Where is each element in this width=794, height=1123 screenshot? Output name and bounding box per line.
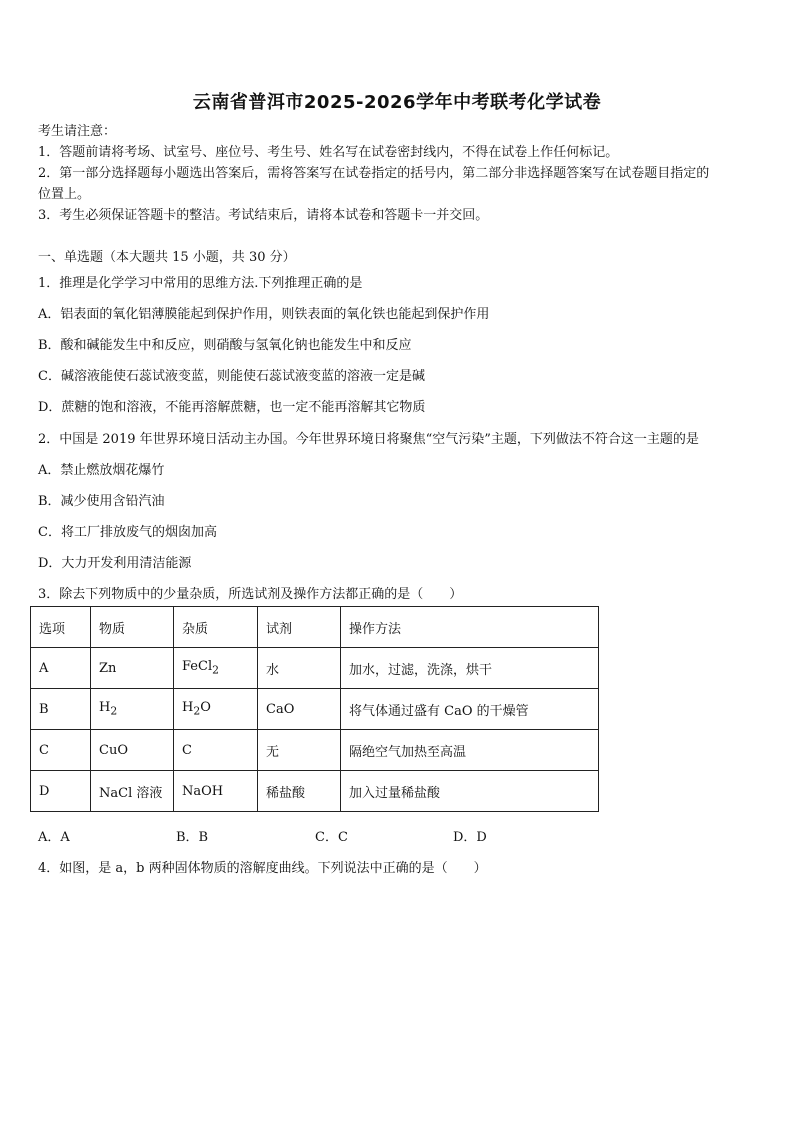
table-cell-reagent: 稀盐酸 [258, 771, 341, 812]
notice-heading: 考生请注意： [38, 124, 117, 139]
q3-table [30, 606, 599, 812]
formula-base: H [182, 700, 194, 716]
table-cell-option: D [31, 771, 91, 812]
table-cell-substance: NaCl 溶液 [91, 771, 174, 812]
table-cell-reagent: 无 [258, 730, 341, 771]
q3-answer-b: B．B [176, 830, 209, 845]
q3-answer-c: C．C [315, 830, 348, 845]
q2-option-c: C．将工厂排放废气的烟囱加高 [38, 525, 217, 540]
notice-item-2: 2．第一部分选择题每小题选出答案后，需将答案写在试卷指定的括号内，第二部分非选择题答案写在试卷题目指定的 [38, 166, 710, 181]
formula-tail: O [200, 700, 211, 716]
table-cell-method: 隔绝空气加热至高温 [341, 730, 599, 771]
table-cell-substance: Zn [91, 648, 174, 689]
table-cell-impurity [174, 648, 258, 689]
page-title: 云南省普洱市2025-2026学年中考联考化学试卷 [192, 92, 602, 113]
q1-stem: 1．推理是化学学习中常用的思维方法.下列推理正确的是 [38, 276, 363, 291]
table-cell-option: B [31, 689, 91, 730]
notice-item-2-cont: 位置上。 [38, 187, 91, 202]
formula-base: FeCl [182, 659, 213, 675]
q3-answer-a: A．A [38, 830, 70, 845]
q2-stem: 2．中国是 2019 年世界环境日活动主办国。今年世界环境日将聚焦“空气污染”主题，下列做法不符合这一主题的是 [38, 432, 699, 447]
formula-subscript: 2 [193, 704, 201, 718]
q1-option-d: D．蔗糖的饱和溶液，不能再溶解蔗糖，也一定不能再溶解其它物质 [38, 400, 426, 415]
table-header-cell: 选项 [31, 607, 91, 648]
table-header-cell: 物质 [91, 607, 174, 648]
table-cell-method: 加水，过滤，洗涤，烘干 [341, 648, 599, 689]
notice-item-3: 3．考生必须保证答题卡的整洁。考试结束后，请将本试卷和答题卡一并交回。 [38, 208, 489, 223]
table-cell-impurity: NaOH [174, 771, 258, 812]
table-row [31, 771, 599, 812]
table-cell-method: 将气体通过盛有 CaO 的干燥管 [341, 689, 599, 730]
formula-subscript: 2 [110, 704, 118, 718]
table-cell-substance [91, 689, 174, 730]
q2-option-b: B．减少使用含铅汽油 [38, 494, 165, 509]
table-cell-option: C [31, 730, 91, 771]
table-header-row [31, 607, 599, 648]
table-cell-impurity: C [174, 730, 258, 771]
table-header-cell: 操作方法 [341, 607, 599, 648]
table-cell-reagent: CaO [258, 689, 341, 730]
table-cell-impurity [174, 689, 258, 730]
q1-option-a: A．铝表面的氧化铝薄膜能起到保护作用，则铁表面的氧化铁也能起到保护作用 [38, 307, 490, 322]
notice-item-1: 1．答题前请将考场、试室号、座位号、考生号、姓名写在试卷密封线内，不得在试卷上作任何标记。 [38, 145, 619, 160]
q1-option-b: B．酸和碱能发生中和反应，则硝酸与氢氧化钠也能发生中和反应 [38, 338, 412, 353]
q4-stem: 4．如图，是 a，b 两种固体物质的溶解度曲线。下列说法中正确的是（ ） [38, 861, 487, 876]
q3-stem: 3．除去下列物质中的少量杂质，所选试剂及操作方法都正确的是（ ） [38, 587, 463, 602]
formula-subscript: 2 [212, 663, 219, 677]
table-row [31, 689, 599, 730]
table-row [31, 730, 599, 771]
table-row [31, 648, 599, 689]
table-header-cell: 杂质 [174, 607, 258, 648]
table-cell-substance: CuO [91, 730, 174, 771]
formula-base: H [99, 700, 111, 716]
q3-answer-d: D．D [453, 830, 487, 845]
q2-option-d: D．大力开发利用清洁能源 [38, 556, 192, 571]
table-header-cell: 试剂 [258, 607, 341, 648]
section-heading: 一、单选题（本大题共 15 小题，共 30 分） [38, 250, 296, 265]
table-cell-reagent: 水 [258, 648, 341, 689]
table-cell-method: 加入过量稀盐酸 [341, 771, 599, 812]
q2-option-a: A．禁止燃放烟花爆竹 [38, 463, 165, 478]
table-cell-option: A [31, 648, 91, 689]
q1-option-c: C．碱溶液能使石蕊试液变蓝，则能使石蕊试液变蓝的溶液一定是碱 [38, 369, 425, 384]
